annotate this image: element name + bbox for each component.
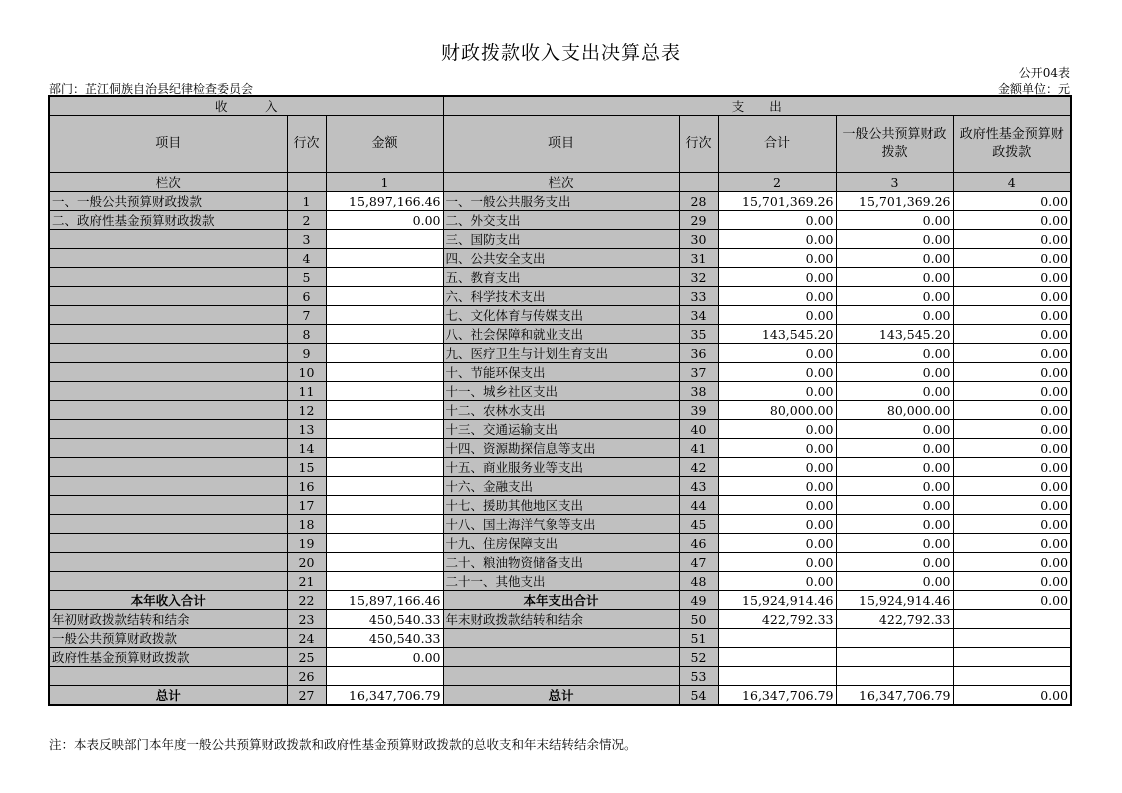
general-budget-cell: 0.00 <box>836 572 953 591</box>
table-row <box>49 325 1071 344</box>
income-row-no-cell: 12 <box>287 401 326 420</box>
expense-item-cell: 十一、城乡社区支出 <box>443 382 679 401</box>
budget-summary-table <box>48 95 1072 706</box>
general-budget-cell: 15,924,914.46 <box>836 591 953 610</box>
expense-total-cell <box>718 648 836 667</box>
income-row-no-cell: 4 <box>287 249 326 268</box>
gov-fund-cell <box>953 610 1071 629</box>
income-row-no-cell: 1 <box>287 192 326 211</box>
general-budget-cell: 0.00 <box>836 249 953 268</box>
income-item-cell <box>49 230 287 249</box>
gov-fund-cell: 0.00 <box>953 534 1071 553</box>
gov-fund-cell: 0.00 <box>953 553 1071 572</box>
expense-total-cell: 0.00 <box>718 249 836 268</box>
report-title: 财政拨款收入支出决算总表 <box>440 42 681 64</box>
income-amount-cell: 15,897,166.46 <box>326 591 443 610</box>
income-row-no-cell: 27 <box>287 686 326 706</box>
income-item-cell <box>49 515 287 534</box>
expense-total-cell: 0.00 <box>718 268 836 287</box>
gov-fund-cell: 0.00 <box>953 382 1071 401</box>
expense-total-cell: 0.00 <box>718 382 836 401</box>
income-amount-cell: 450,540.33 <box>326 610 443 629</box>
expense-total-cell: 0.00 <box>718 230 836 249</box>
income-row-no-cell: 14 <box>287 439 326 458</box>
table-row <box>49 401 1071 420</box>
expense-row-no-cell: 33 <box>679 287 718 306</box>
income-row-no-cell: 25 <box>287 648 326 667</box>
expense-section-header: 支 出 <box>443 96 1071 116</box>
gov-fund-cell: 0.00 <box>953 325 1071 344</box>
income-item-cell <box>49 534 287 553</box>
expense-total-cell: 0.00 <box>718 306 836 325</box>
expense-total-cell: 143,545.20 <box>718 325 836 344</box>
table-row <box>49 553 1071 572</box>
income-row-no-cell: 23 <box>287 610 326 629</box>
expense-item-cell: 二十一、其他支出 <box>443 572 679 591</box>
currency-unit-label: 金额单位：元 <box>997 82 1070 96</box>
income-item-cell <box>49 287 287 306</box>
income-row-no-cell: 10 <box>287 363 326 382</box>
expense-item-cell: 六、科学技术支出 <box>443 287 679 306</box>
income-row-no-cell: 26 <box>287 667 326 686</box>
expense-item-cell: 本年支出合计 <box>443 591 679 610</box>
gov-fund-cell: 0.00 <box>953 287 1071 306</box>
table-row <box>49 629 1071 648</box>
expense-row-no-cell: 50 <box>679 610 718 629</box>
table-row <box>49 420 1071 439</box>
expense-total-cell: 16,347,706.79 <box>718 686 836 706</box>
income-item-cell <box>49 344 287 363</box>
income-amount-cell <box>326 496 443 515</box>
expense-row-no-cell: 44 <box>679 496 718 515</box>
income-row-no-cell: 24 <box>287 629 326 648</box>
table-row <box>49 572 1071 591</box>
expense-row-no-cell: 53 <box>679 667 718 686</box>
expense-row-no-cell: 52 <box>679 648 718 667</box>
gov-fund-cell: 0.00 <box>953 306 1071 325</box>
income-amount-cell <box>326 667 443 686</box>
general-budget-cell: 0.00 <box>836 477 953 496</box>
expense-row-no-cell: 43 <box>679 477 718 496</box>
expense-item-cell: 十九、住房保障支出 <box>443 534 679 553</box>
expense-row-no-cell: 41 <box>679 439 718 458</box>
table-row <box>49 496 1071 515</box>
table-row <box>49 591 1071 610</box>
income-item-cell: 政府性基金预算财政拨款 <box>49 648 287 667</box>
table-row <box>49 268 1071 287</box>
expense-total-cell <box>718 629 836 648</box>
income-amount-cell <box>326 268 443 287</box>
gov-fund-cell: 0.00 <box>953 591 1071 610</box>
income-item-cell <box>49 477 287 496</box>
income-amount-cell <box>326 401 443 420</box>
gov-fund-cell: 0.00 <box>953 572 1071 591</box>
expense-total-header: 合计 <box>718 116 836 173</box>
income-amount-cell <box>326 534 443 553</box>
table-row <box>49 249 1071 268</box>
expense-item-cell <box>443 667 679 686</box>
income-item-cell <box>49 382 287 401</box>
income-item-cell <box>49 363 287 382</box>
expense-total-cell: 0.00 <box>718 515 836 534</box>
income-amount-cell <box>326 363 443 382</box>
gov-fund-cell <box>953 629 1071 648</box>
income-item-cell: 本年收入合计 <box>49 591 287 610</box>
table-row <box>49 648 1071 667</box>
expense-row-no-cell: 54 <box>679 686 718 706</box>
expense-total-cell: 0.00 <box>718 211 836 230</box>
income-col-no-blank <box>287 173 326 192</box>
gov-fund-cell: 0.00 <box>953 363 1071 382</box>
income-item-cell: 一般公共预算财政拨款 <box>49 629 287 648</box>
expense-row-no-cell: 31 <box>679 249 718 268</box>
general-budget-cell <box>836 648 953 667</box>
expense-row-no-cell: 28 <box>679 192 718 211</box>
general-budget-cell: 0.00 <box>836 211 953 230</box>
gov-fund-cell: 0.00 <box>953 401 1071 420</box>
gov-fund-cell: 0.00 <box>953 458 1071 477</box>
expense-item-cell: 八、社会保障和就业支出 <box>443 325 679 344</box>
income-row-no-cell: 8 <box>287 325 326 344</box>
income-item-cell <box>49 306 287 325</box>
general-budget-cell: 0.00 <box>836 287 953 306</box>
income-item-cell: 二、政府性基金预算财政拨款 <box>49 211 287 230</box>
income-row-no-cell: 11 <box>287 382 326 401</box>
income-item-cell <box>49 401 287 420</box>
income-row-no-cell: 19 <box>287 534 326 553</box>
income-row-no-cell: 20 <box>287 553 326 572</box>
expense-total-cell: 0.00 <box>718 439 836 458</box>
gov-fund-cell: 0.00 <box>953 477 1071 496</box>
expense-col-no-blank <box>679 173 718 192</box>
general-budget-cell: 0.00 <box>836 230 953 249</box>
expense-item-cell: 五、教育支出 <box>443 268 679 287</box>
expense-item-cell: 年末财政拨款结转和结余 <box>443 610 679 629</box>
expense-total-cell: 0.00 <box>718 477 836 496</box>
expense-col-number-3: 3 <box>836 173 953 192</box>
expense-row-no-cell: 46 <box>679 534 718 553</box>
general-budget-cell: 0.00 <box>836 268 953 287</box>
income-amount-cell <box>326 439 443 458</box>
income-item-cell <box>49 572 287 591</box>
expense-row-no-cell: 37 <box>679 363 718 382</box>
income-col-label: 栏次 <box>49 173 287 192</box>
income-row-no-cell: 5 <box>287 268 326 287</box>
form-code: 公开04表 <box>1018 66 1070 80</box>
table-row <box>49 211 1071 230</box>
gov-fund-cell: 0.00 <box>953 496 1071 515</box>
income-amount-cell <box>326 230 443 249</box>
general-budget-header: 一般公共预算财政拨款 <box>836 116 953 173</box>
expense-total-cell: 15,701,369.26 <box>718 192 836 211</box>
expense-total-cell: 0.00 <box>718 344 836 363</box>
gov-fund-header: 政府性基金预算财政拨款 <box>953 116 1071 173</box>
income-item-cell <box>49 667 287 686</box>
general-budget-cell: 0.00 <box>836 458 953 477</box>
income-row-no-header: 行次 <box>287 116 326 173</box>
expense-item-cell: 十六、金融支出 <box>443 477 679 496</box>
expense-item-cell: 十、节能环保支出 <box>443 363 679 382</box>
income-amount-cell: 450,540.33 <box>326 629 443 648</box>
expense-item-cell: 四、公共安全支出 <box>443 249 679 268</box>
gov-fund-cell: 0.00 <box>953 515 1071 534</box>
expense-row-no-cell: 32 <box>679 268 718 287</box>
expense-item-cell: 总计 <box>443 686 679 706</box>
expense-item-cell: 十五、商业服务业等支出 <box>443 458 679 477</box>
general-budget-cell: 15,701,369.26 <box>836 192 953 211</box>
income-amount-cell <box>326 515 443 534</box>
income-item-cell <box>49 458 287 477</box>
expense-row-no-cell: 51 <box>679 629 718 648</box>
department-label: 部门：芷江侗族自治县纪律检查委员会 <box>49 82 254 96</box>
table-row <box>49 439 1071 458</box>
table-row <box>49 534 1071 553</box>
expense-row-no-cell: 30 <box>679 230 718 249</box>
expense-item-cell: 七、文化体育与传媒支出 <box>443 306 679 325</box>
expense-total-cell: 0.00 <box>718 363 836 382</box>
income-row-no-cell: 2 <box>287 211 326 230</box>
expense-item-cell: 二十、粮油物资储备支出 <box>443 553 679 572</box>
expense-total-cell: 15,924,914.46 <box>718 591 836 610</box>
income-col-number: 1 <box>326 173 443 192</box>
general-budget-cell: 0.00 <box>836 420 953 439</box>
general-budget-cell: 0.00 <box>836 534 953 553</box>
income-row-no-cell: 16 <box>287 477 326 496</box>
income-amount-cell: 0.00 <box>326 648 443 667</box>
income-row-no-cell: 22 <box>287 591 326 610</box>
income-section-header: 收 入 <box>49 96 443 116</box>
expense-total-cell: 0.00 <box>718 553 836 572</box>
income-amount-header: 金额 <box>326 116 443 173</box>
income-item-cell <box>49 439 287 458</box>
general-budget-cell: 0.00 <box>836 363 953 382</box>
income-amount-cell <box>326 306 443 325</box>
general-budget-cell <box>836 667 953 686</box>
income-row-no-cell: 13 <box>287 420 326 439</box>
expense-row-no-cell: 49 <box>679 591 718 610</box>
expense-item-cell <box>443 629 679 648</box>
expense-row-no-cell: 29 <box>679 211 718 230</box>
table-row <box>49 306 1071 325</box>
general-budget-cell: 0.00 <box>836 439 953 458</box>
income-item-cell <box>49 268 287 287</box>
income-amount-cell <box>326 325 443 344</box>
income-item-cell <box>49 553 287 572</box>
income-amount-cell <box>326 420 443 439</box>
gov-fund-cell <box>953 648 1071 667</box>
income-row-no-cell: 6 <box>287 287 326 306</box>
expense-total-cell: 422,792.33 <box>718 610 836 629</box>
expense-row-no-cell: 47 <box>679 553 718 572</box>
table-row <box>49 363 1071 382</box>
table-row <box>49 515 1071 534</box>
income-amount-cell <box>326 477 443 496</box>
gov-fund-cell: 0.00 <box>953 420 1071 439</box>
income-row-no-cell: 17 <box>287 496 326 515</box>
general-budget-cell: 422,792.33 <box>836 610 953 629</box>
expense-col-number-2: 2 <box>718 173 836 192</box>
income-amount-cell <box>326 458 443 477</box>
expense-row-no-cell: 36 <box>679 344 718 363</box>
income-row-no-cell: 21 <box>287 572 326 591</box>
expense-item-cell: 一、一般公共服务支出 <box>443 192 679 211</box>
income-amount-cell <box>326 382 443 401</box>
expense-item-cell: 十八、国土海洋气象等支出 <box>443 515 679 534</box>
expense-row-no-header: 行次 <box>679 116 718 173</box>
general-budget-cell: 80,000.00 <box>836 401 953 420</box>
gov-fund-cell: 0.00 <box>953 268 1071 287</box>
table-row <box>49 686 1071 706</box>
general-budget-cell: 16,347,706.79 <box>836 686 953 706</box>
table-row <box>49 192 1071 211</box>
income-amount-cell <box>326 572 443 591</box>
expense-row-no-cell: 42 <box>679 458 718 477</box>
expense-item-cell: 十二、农林水支出 <box>443 401 679 420</box>
gov-fund-cell: 0.00 <box>953 439 1071 458</box>
expense-row-no-cell: 35 <box>679 325 718 344</box>
income-amount-cell: 0.00 <box>326 211 443 230</box>
expense-col-label: 栏次 <box>443 173 679 192</box>
income-amount-cell <box>326 344 443 363</box>
income-amount-cell <box>326 249 443 268</box>
expense-total-cell: 0.00 <box>718 534 836 553</box>
expense-total-cell: 0.00 <box>718 287 836 306</box>
table-row <box>49 382 1071 401</box>
expense-item-cell <box>443 648 679 667</box>
expense-col-number-4: 4 <box>953 173 1071 192</box>
general-budget-cell: 0.00 <box>836 306 953 325</box>
table-row <box>49 458 1071 477</box>
footnote: 注：本表反映部门本年度一般公共预算财政拨款和政府性基金预算财政拨款的总收支和年末结转结余情况。 <box>49 737 637 752</box>
expense-total-cell: 0.00 <box>718 458 836 477</box>
gov-fund-cell: 0.00 <box>953 230 1071 249</box>
income-amount-cell <box>326 553 443 572</box>
gov-fund-cell: 0.00 <box>953 192 1071 211</box>
gov-fund-cell: 0.00 <box>953 211 1071 230</box>
income-amount-cell <box>326 287 443 306</box>
gov-fund-cell: 0.00 <box>953 249 1071 268</box>
income-item-cell <box>49 249 287 268</box>
income-item-cell <box>49 325 287 344</box>
expense-item-cell: 九、医疗卫生与计划生育支出 <box>443 344 679 363</box>
income-row-no-cell: 7 <box>287 306 326 325</box>
income-amount-cell: 15,897,166.46 <box>326 192 443 211</box>
expense-item-cell: 十四、资源勘探信息等支出 <box>443 439 679 458</box>
income-row-no-cell: 9 <box>287 344 326 363</box>
income-item-cell <box>49 496 287 515</box>
income-project-header: 项目 <box>49 116 287 173</box>
income-item-cell <box>49 420 287 439</box>
general-budget-cell <box>836 629 953 648</box>
expense-item-cell: 二、外交支出 <box>443 211 679 230</box>
expense-row-no-cell: 34 <box>679 306 718 325</box>
expense-row-no-cell: 38 <box>679 382 718 401</box>
income-row-no-cell: 3 <box>287 230 326 249</box>
expense-total-cell <box>718 667 836 686</box>
expense-project-header: 项目 <box>443 116 679 173</box>
gov-fund-cell <box>953 667 1071 686</box>
expense-row-no-cell: 39 <box>679 401 718 420</box>
expense-row-no-cell: 45 <box>679 515 718 534</box>
gov-fund-cell: 0.00 <box>953 686 1071 706</box>
income-item-cell: 年初财政拨款结转和结余 <box>49 610 287 629</box>
general-budget-cell: 0.00 <box>836 344 953 363</box>
expense-item-cell: 十七、援助其他地区支出 <box>443 496 679 515</box>
table-row <box>49 667 1071 686</box>
expense-row-no-cell: 40 <box>679 420 718 439</box>
table-row <box>49 477 1071 496</box>
table-row <box>49 610 1071 629</box>
table-row <box>49 230 1071 249</box>
expense-total-cell: 80,000.00 <box>718 401 836 420</box>
expense-total-cell: 0.00 <box>718 496 836 515</box>
general-budget-cell: 0.00 <box>836 515 953 534</box>
expense-item-cell: 十三、交通运输支出 <box>443 420 679 439</box>
income-amount-cell: 16,347,706.79 <box>326 686 443 706</box>
expense-total-cell: 0.00 <box>718 572 836 591</box>
general-budget-cell: 143,545.20 <box>836 325 953 344</box>
expense-total-cell: 0.00 <box>718 420 836 439</box>
general-budget-cell: 0.00 <box>836 496 953 515</box>
income-item-cell: 总计 <box>49 686 287 706</box>
gov-fund-cell: 0.00 <box>953 344 1071 363</box>
income-row-no-cell: 18 <box>287 515 326 534</box>
income-row-no-cell: 15 <box>287 458 326 477</box>
income-item-cell: 一、一般公共预算财政拨款 <box>49 192 287 211</box>
general-budget-cell: 0.00 <box>836 553 953 572</box>
expense-item-cell: 三、国防支出 <box>443 230 679 249</box>
general-budget-cell: 0.00 <box>836 382 953 401</box>
table-row <box>49 287 1071 306</box>
table-row <box>49 344 1071 363</box>
expense-row-no-cell: 48 <box>679 572 718 591</box>
